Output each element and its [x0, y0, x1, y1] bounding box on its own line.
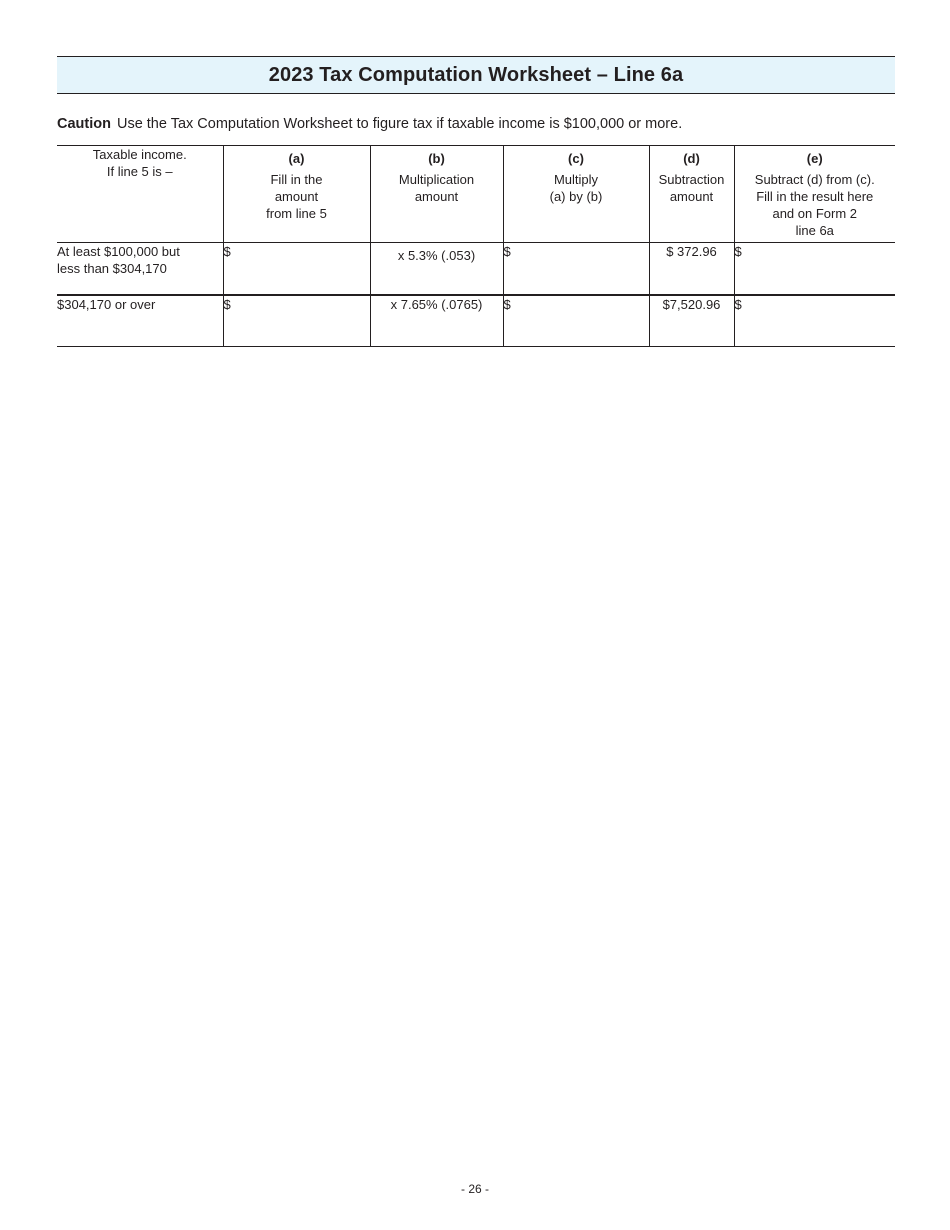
- header-line: Taxable income.: [92, 147, 187, 162]
- table-row: [57, 243, 895, 295]
- page-number: - 26 -: [460, 1182, 489, 1196]
- subtraction-amount: $ 372.96: [649, 243, 734, 295]
- header-line: amount: [274, 189, 319, 204]
- subtraction-amount: $7,520.96: [649, 295, 734, 347]
- header-line: Multiply: [553, 172, 599, 187]
- amount-e-field[interactable]: $: [734, 243, 895, 295]
- header-col-a: [223, 146, 370, 243]
- header-line: from line 5: [266, 206, 327, 221]
- multiplication-amount: x 5.3% (.053): [370, 243, 503, 295]
- header-line: Multiplication: [398, 172, 475, 187]
- multiplication-amount: x 7.65% (.0765): [370, 295, 503, 347]
- income-line: At least $100,000 but: [57, 244, 180, 259]
- header-line: and on Form 2: [772, 206, 858, 221]
- amount-c-field[interactable]: $: [503, 243, 649, 295]
- header-line: (a) by (b): [549, 189, 603, 204]
- caution-label: Caution: [57, 116, 111, 132]
- header-line: amount: [669, 189, 714, 204]
- header-line: Subtract (d) from (c).: [754, 172, 875, 187]
- amount-e-field[interactable]: $: [734, 295, 895, 347]
- amount-a-field[interactable]: $: [223, 295, 370, 347]
- caution-text: Use the Tax Computation Worksheet to figure tax if taxable income is $100,000 or more.: [116, 116, 683, 132]
- table-header-row: [57, 146, 895, 243]
- header-line: line 6a: [795, 223, 834, 238]
- header-line: Subtraction: [658, 172, 725, 187]
- header-col-e: [734, 146, 895, 243]
- income-line: less than $304,170: [57, 261, 167, 276]
- amount-c-field[interactable]: $: [503, 295, 649, 347]
- income-range-cell: [57, 243, 223, 295]
- header-line: If line 5 is –: [106, 164, 173, 179]
- header-col-d: [649, 146, 734, 243]
- income-line: $304,170 or over: [57, 296, 156, 312]
- header-col-c: [503, 146, 649, 243]
- header-line: Fill in the: [270, 172, 323, 187]
- header-letter: (c): [568, 151, 584, 166]
- header-taxable-income: [57, 146, 223, 243]
- tax-computation-table: [57, 145, 895, 347]
- header-line: Fill in the result here: [756, 189, 874, 204]
- header-letter: (b): [428, 151, 445, 166]
- page-title: 2023 Tax Computation Worksheet – Line 6a: [268, 63, 684, 86]
- header-letter: (a): [288, 151, 305, 166]
- header-line: amount: [414, 189, 459, 204]
- amount-a-field[interactable]: $: [223, 243, 370, 295]
- title-bar: [57, 56, 895, 94]
- header-letter: (e): [806, 151, 823, 166]
- caution-note: [57, 115, 895, 133]
- header-letter: (d): [683, 151, 700, 166]
- income-range-cell: [57, 295, 223, 347]
- table-row: [57, 295, 895, 347]
- header-col-b: [370, 146, 503, 243]
